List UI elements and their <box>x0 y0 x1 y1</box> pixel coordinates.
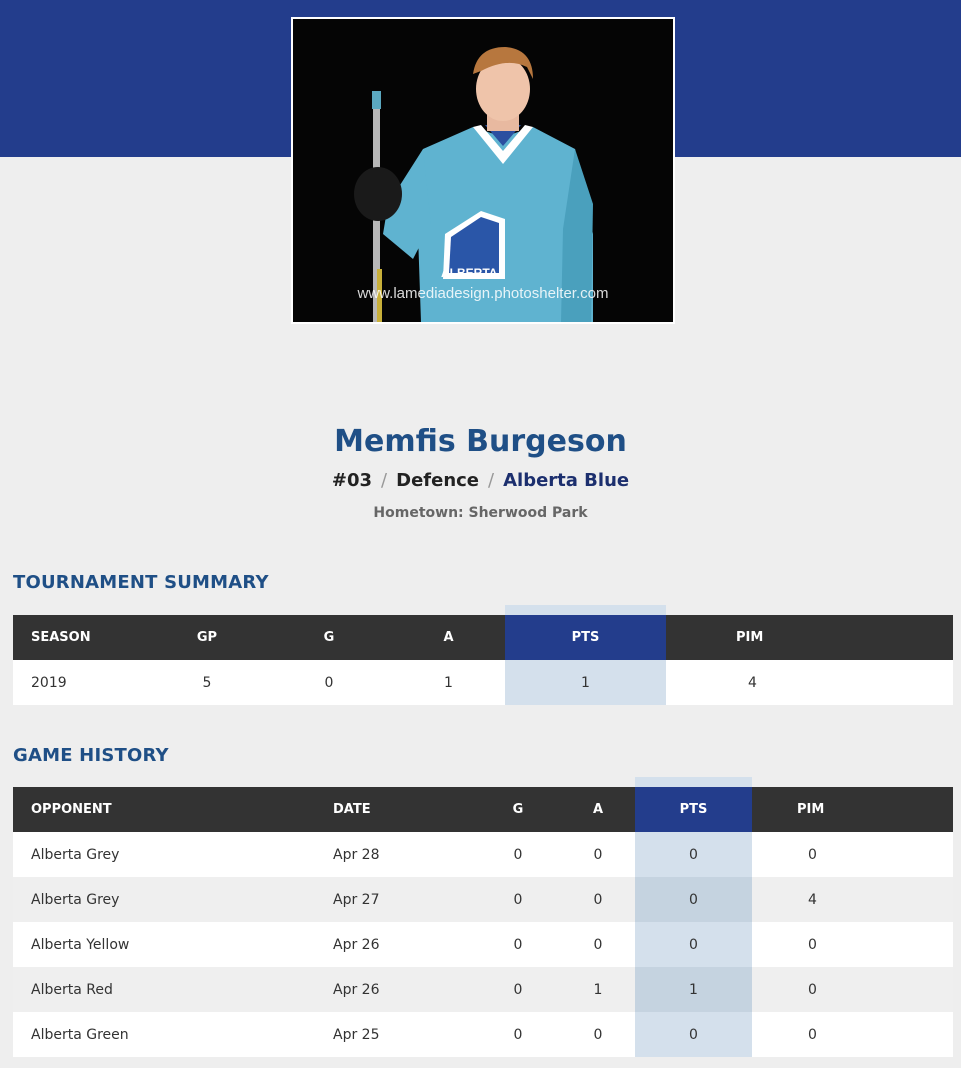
meta-separator: / <box>488 470 495 491</box>
cell-opponent[interactable]: Alberta Green <box>13 1012 315 1057</box>
cell-g: 0 <box>475 1012 561 1057</box>
tournament-summary-table <box>13 615 953 705</box>
col-header-pts[interactable]: PTS <box>635 787 752 832</box>
player-photo-frame <box>291 17 675 324</box>
cell-date: Apr 28 <box>315 832 475 877</box>
cell-pim: 4 <box>666 660 953 705</box>
pts-column-highlight-tab <box>505 605 666 615</box>
table-row <box>13 922 953 967</box>
col-header-a[interactable]: A <box>392 615 505 660</box>
cell-date: Apr 27 <box>315 877 475 922</box>
cell-pts: 0 <box>635 1012 752 1057</box>
pts-column-highlight-tab <box>635 777 752 787</box>
cell-pts: 0 <box>635 922 752 967</box>
cell-pim: 0 <box>752 832 953 877</box>
jersey-crest-text: ALBERTA <box>441 266 498 280</box>
cell-a: 0 <box>561 922 635 967</box>
player-team-link[interactable]: Alberta Blue <box>503 470 630 491</box>
cell-g: 0 <box>475 832 561 877</box>
cell-opponent[interactable]: Alberta Red <box>13 967 315 1012</box>
table-header-row <box>13 787 953 832</box>
cell-g: 0 <box>475 967 561 1012</box>
cell-pim: 4 <box>752 877 953 922</box>
cell-opponent[interactable]: Alberta Yellow <box>13 922 315 967</box>
cell-pts: 0 <box>635 877 752 922</box>
cell-opponent[interactable]: Alberta Grey <box>13 877 315 922</box>
col-header-season[interactable]: SEASON <box>13 615 148 660</box>
player-position: Defence <box>396 470 480 491</box>
table-row <box>13 1012 953 1057</box>
player-photo-illustration <box>293 19 673 322</box>
col-header-pts[interactable]: PTS <box>505 615 666 660</box>
cell-gp: 5 <box>148 660 266 705</box>
player-name: Memfis Burgeson <box>334 424 627 459</box>
col-header-gp[interactable]: GP <box>148 615 266 660</box>
col-header-g[interactable]: G <box>475 787 561 832</box>
game-history-title: GAME HISTORY <box>13 745 169 766</box>
cell-pim: 0 <box>752 1012 953 1057</box>
cell-date: Apr 25 <box>315 1012 475 1057</box>
cell-season: 2019 <box>13 660 148 705</box>
table-row <box>13 660 953 705</box>
cell-a: 1 <box>392 660 505 705</box>
player-number: #03 <box>331 470 373 491</box>
cell-date: Apr 26 <box>315 967 475 1012</box>
player-hometown: Hometown: Sherwood Park <box>373 505 588 521</box>
cell-opponent[interactable]: Alberta Grey <box>13 832 315 877</box>
cell-a: 0 <box>561 832 635 877</box>
cell-a: 0 <box>561 1012 635 1057</box>
cell-pts: 1 <box>635 967 752 1012</box>
cell-g: 0 <box>266 660 392 705</box>
cell-g: 0 <box>475 922 561 967</box>
table-row <box>13 967 953 1012</box>
col-header-pim[interactable]: PIM <box>666 615 953 660</box>
cell-g: 0 <box>475 877 561 922</box>
table-row <box>13 877 953 922</box>
table-header-row <box>13 615 953 660</box>
cell-pim: 0 <box>752 922 953 967</box>
cell-pts: 1 <box>505 660 666 705</box>
col-header-g[interactable]: G <box>266 615 392 660</box>
col-header-pim[interactable]: PIM <box>752 787 953 832</box>
table-row <box>13 832 953 877</box>
cell-pim: 0 <box>752 967 953 1012</box>
col-header-date[interactable]: DATE <box>315 787 475 832</box>
cell-a: 1 <box>561 967 635 1012</box>
game-history-table <box>13 787 953 1057</box>
cell-pts: 0 <box>635 832 752 877</box>
player-meta <box>0 470 961 491</box>
photo-watermark: www.lamediadesign.photoshelter.com <box>357 285 609 302</box>
col-header-opponent[interactable]: OPPONENT <box>13 787 315 832</box>
cell-date: Apr 26 <box>315 922 475 967</box>
col-header-a[interactable]: A <box>561 787 635 832</box>
meta-separator: / <box>381 470 388 491</box>
tournament-summary-title: TOURNAMENT SUMMARY <box>13 572 269 593</box>
player-photo <box>293 19 673 322</box>
cell-a: 0 <box>561 877 635 922</box>
